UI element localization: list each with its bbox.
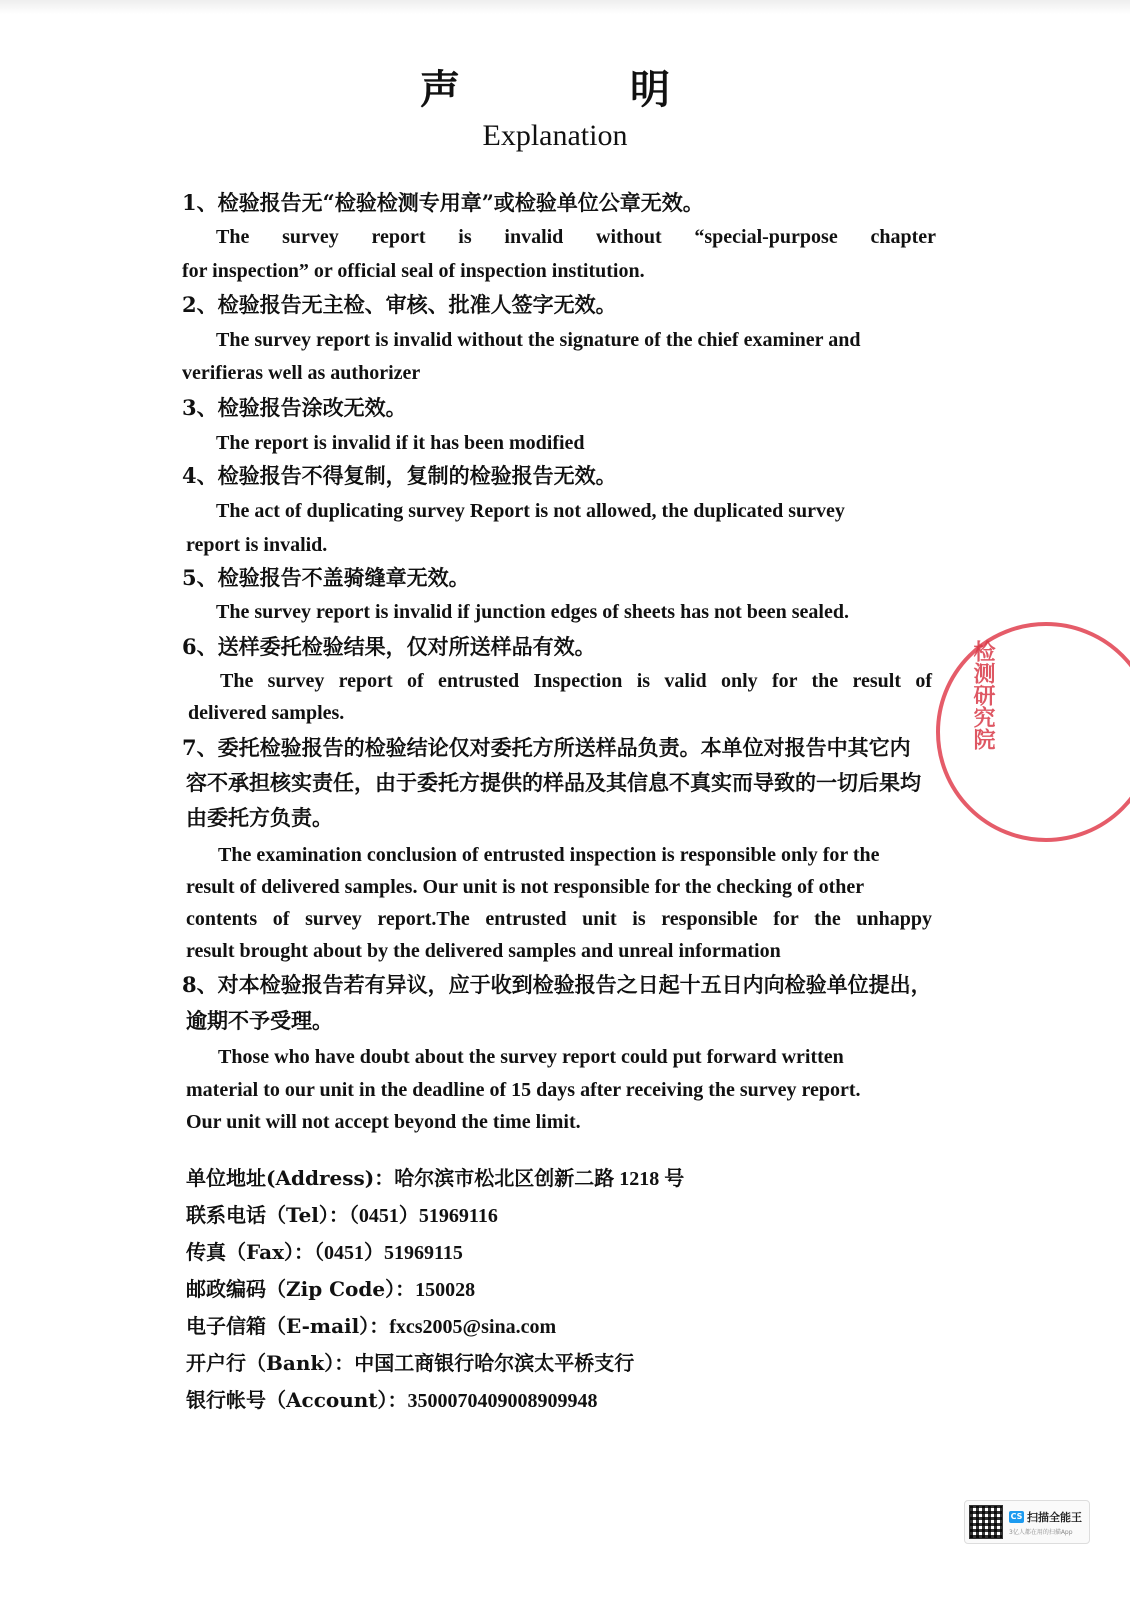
- item-8-en-line-1: Those who have doubt about the survey report could put forward written: [218, 1046, 844, 1068]
- account-value: 3500070409008909948: [407, 1390, 598, 1412]
- zip-value: 150028: [415, 1279, 476, 1301]
- item-3-en-line-1: The report is invalid if it has been modified: [216, 432, 585, 454]
- item-7-en-line-4: result brought about by the delivered samples and unreal information: [186, 940, 781, 962]
- item-2-en-line-2: verifieras well as authorizer: [182, 362, 421, 384]
- title-chinese: [420, 66, 670, 114]
- contact-email: [186, 1311, 556, 1342]
- item-7-en-line-1: The examination conclusion of entrusted inspection is responsible only for the: [218, 844, 880, 866]
- title-char-right: 明: [630, 66, 670, 113]
- camscanner-logo-icon: CS: [1010, 1511, 1023, 1521]
- address-value: 哈尔滨市松北区创新二路 1218 号: [394, 1168, 685, 1190]
- item-6-en-line-2: delivered samples.: [188, 702, 345, 724]
- watermark-app-name: 扫描全能王: [1027, 1510, 1082, 1524]
- qr-code-icon: [969, 1505, 1003, 1539]
- contact-fax: [186, 1237, 463, 1268]
- fax-label: 传真（Fax）：: [186, 1240, 314, 1264]
- item-8-cn-line-2: 逾期不予受理。: [186, 1008, 333, 1033]
- zip-label: 邮政编码（Zip Code）：: [186, 1277, 416, 1301]
- item-7-cn-line-2: 容不承担核实责任，由于委托方提供的样品及其信息不真实而导致的一切后果均: [186, 770, 921, 795]
- bank-label: 开户行（Bank）：: [186, 1351, 355, 1375]
- item-5-cn: 5、检验报告不盖骑缝章无效。: [182, 565, 470, 590]
- item-4-cn: 4、检验报告不得复制，复制的检验报告无效。: [182, 463, 617, 488]
- contact-tel: [186, 1200, 498, 1231]
- seal-text: 检测研究院: [970, 640, 996, 750]
- item-6-cn: 6、送样委托检验结果，仅对所送样品有效。: [182, 634, 596, 659]
- email-value: fxcs2005@sina.com: [389, 1316, 557, 1338]
- title-english: Explanation: [482, 119, 628, 152]
- item-4-en-line-1: The act of duplicating survey Report is not allowed, the duplicated survey: [216, 500, 845, 522]
- tel-label: 联系电话（Tel）：: [186, 1203, 349, 1227]
- scan-top-shadow: [0, 0, 1130, 14]
- item-7-en-line-3: contents of survey report.The entrusted unit is responsible for the unhappy: [186, 908, 932, 930]
- scanner-watermark: [964, 1500, 1090, 1544]
- title-char-left: 声: [420, 66, 460, 113]
- contact-address: [186, 1163, 684, 1194]
- item-8-en-line-2: material to our unit in the deadline of 15 days after receiving the survey report.: [186, 1079, 861, 1101]
- item-7-cn-line-3: 由委托方负责。: [186, 805, 333, 830]
- item-7-cn-line-1: 7、委托检验报告的检验结论仅对委托方所送样品负责。本单位对报告中其它内: [182, 735, 911, 760]
- item-1-en-line-2: for inspection” or official seal of inspection institution.: [182, 260, 645, 282]
- address-label: 单位地址(Address)：: [186, 1166, 395, 1190]
- account-label: 银行帐号（Account）：: [186, 1388, 408, 1412]
- contact-zip: [186, 1274, 475, 1305]
- email-label: 电子信箱（E-mail）：: [186, 1314, 390, 1338]
- item-4-en-line-2: report is invalid.: [186, 534, 328, 556]
- contact-bank: [186, 1348, 634, 1379]
- bank-value: 中国工商银行哈尔滨太平桥支行: [354, 1353, 635, 1375]
- watermark-subtitle: 3亿人都在用的扫描App: [1009, 1528, 1073, 1536]
- item-2-cn: 2、检验报告无主检、审核、批准人签字无效。: [182, 292, 617, 317]
- item-7-en-line-2: result of delivered samples. Our unit is not responsible for the checking of other: [186, 876, 865, 898]
- contact-account: [186, 1385, 598, 1416]
- item-6-en-line-1: The survey report of entrusted Inspection is valid only for the result of: [220, 670, 932, 692]
- item-2-en-line-1: The survey report is invalid without the signature of the chief examiner and: [216, 329, 861, 351]
- item-8-en-line-3: Our unit will not accept beyond the time limit.: [186, 1111, 581, 1133]
- item-3-cn: 3、检验报告涂改无效。: [182, 395, 407, 420]
- item-1-en-line-1: The survey report is invalid without “special-purpose chapter: [216, 226, 936, 248]
- tel-value: （0451）51969116: [348, 1205, 498, 1227]
- item-5-en-line-1: The survey report is invalid if junction edges of sheets has not been sealed.: [216, 601, 849, 623]
- item-8-cn-line-1: 8、对本检验报告若有异议，应于收到检验报告之日起十五日内向检验单位提出，: [182, 972, 932, 997]
- fax-value: （0451）51969115: [314, 1242, 463, 1264]
- item-1-cn: 1、检验报告无“检验检测专用章”或检验单位公章无效。: [182, 190, 704, 215]
